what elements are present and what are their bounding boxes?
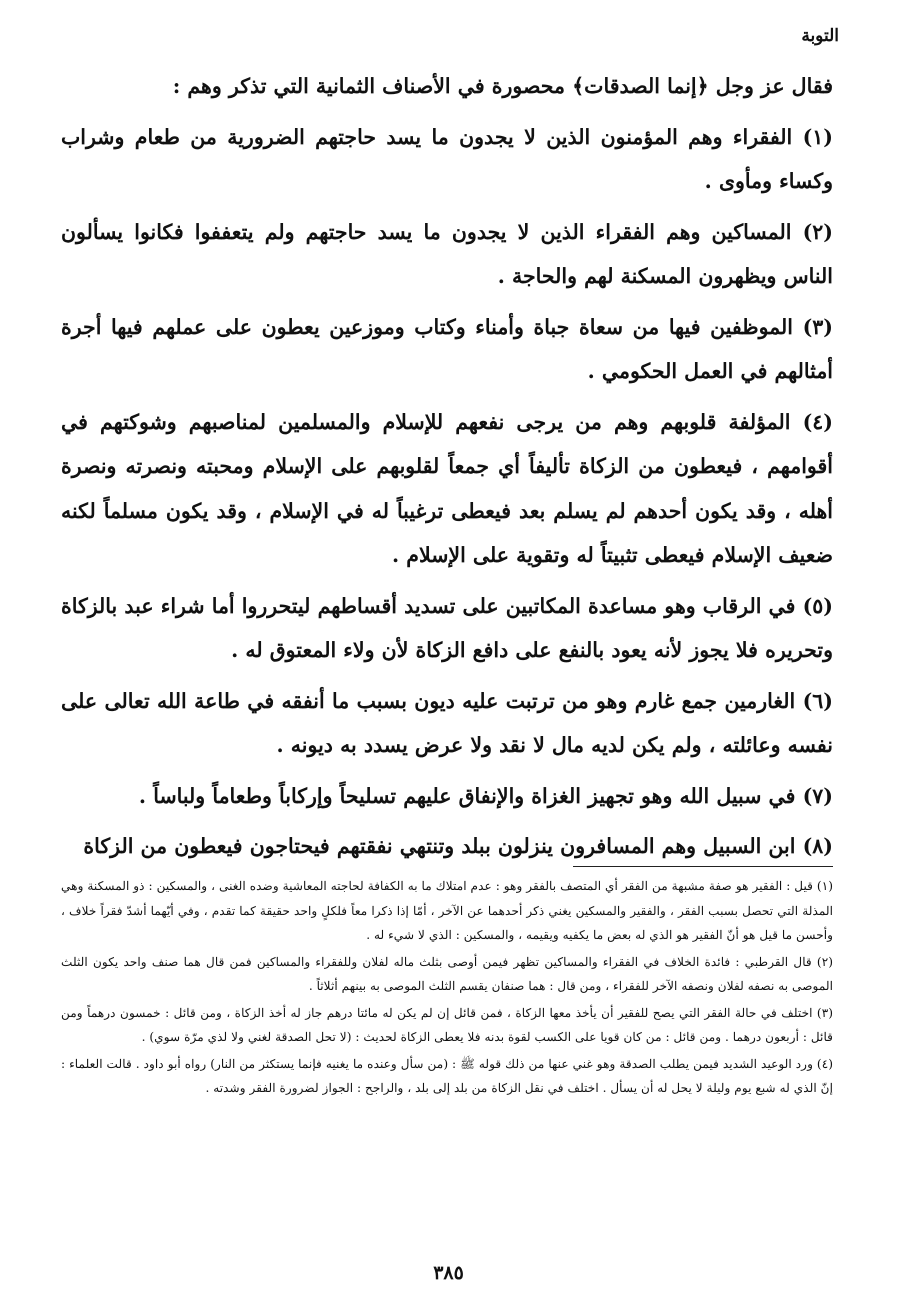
footnote: (٤) ورد الوعيد الشديد فيمن يطلب الصدقة وهو غني عنها من ذلك قوله ﷺ : (من سأل وعنده ما يغنيه فإنما يستكثر من النار) رواه أبو داود . قالت العلماء : إنّ الذي له شبع يوم وليلة لا يحل له أن يسأل . اختلف في نقل الزكاة من بلد إلى بلد ، والراجح : الجواز لضرورة الفقر وشدته .	[61, 1056, 833, 1095]
category-paragraph: (٤) المؤلفة قلوبهم وهم من يرجى نفعهم للإسلام والمسلمين لمناصبهم وشوكتهم في أقوامهم ، فيعطون من الزكاة تأليفاً أي جمعاً لقلوبهم على الإسلام ومحبته ونصرته ونصرة أهله ، وقد يكون أحدهم لم يسلم بعد فيعطى ترغيباً له في الإسلام ، وقد يكون مسلماً لكنه ضعيف الإسلام فيعطى تثبيتاً له وتقوية على الإسلام .	[61, 409, 833, 567]
footnote: (٢) قال القرطبي : فائدة الخلاف في الفقراء والمساكين تظهر فيمن أوصى بثلث ماله لفلان وللفقراء والمساكين فمن قال هما صنف واحد يكون الثلث الموصى به نصفه لفلان ونصفه الآخر للفقراء ، ومن قال : هما صنفان يقسم الثلث الموصى به بينهم أثلاثاً .	[61, 954, 833, 993]
category-paragraph: (١) الفقراء وهم المؤمنون الذين لا يجدون ما يسد حاجتهم الضرورية من طعام وشراب وكساء ومأوى .	[61, 124, 833, 193]
running-head: التوبة	[801, 26, 839, 46]
intro-paragraph: فقال عز وجل ﴿إنما الصدقات﴾ محصورة في الأصناف الثمانية التي تذكر وهم :	[172, 74, 833, 98]
category-paragraph: (٥) في الرقاب وهو مساعدة المكاتبين على تسديد أقساطهم ليتحرروا أما شراء عبد بالزكاة وتحريره فلا يجوز لأنه يعود بالنفع على دافع الزكاة لأن ولاء المعتوق له .	[61, 593, 833, 662]
footnotes	[61, 874, 833, 1103]
footnote-divider	[573, 866, 833, 867]
main-text	[61, 64, 833, 869]
category-paragraph: (٧) في سبيل الله وهو تجهيز الغزاة والإنفاق عليهم تسليحاً وإركاباً وطعاماً ولباساً .	[138, 783, 833, 808]
category-paragraph: (٢) المساكين وهم الفقراء الذين لا يجدون ما يسد حاجتهم ولم يتعففوا فكانوا يسألون الناس ويظهرون المسكنة لهم والحاجة .	[61, 219, 833, 288]
page-number: ٣٨٥	[433, 1262, 464, 1284]
category-paragraph: (٨) ابن السبيل وهم المسافرون ينزلون ببلد وتنتهي نفقتهم فيحتاجون فيعطون من الزكاة	[83, 834, 833, 858]
footnote: (٣) اختلف في حالة الفقر التي يصح للفقير أن يأخذ معها الزكاة ، فمن قائل إن لم يكن له مائتا درهم جاز له أخذ الزكاة ، ومن قائل : خمسون درهماً ومن قائل : أربعون درهما . ومن قائل : من كان قويا على الكسب لقوة بدنه فلا يعطى الزكاة لحديث : (لا تحل الصدقة لغني ولا لذي مرّة سوي) .	[61, 1005, 833, 1044]
footnote: (١) قيل : الفقير هو صفة مشبهة من الفقر أي المتصف بالفقر وهو : عدم امتلاك ما به الكفافة لحاجته المعاشية وضده الغنى ، والمسكين : ذو المسكنة وهي المذلة التي تحصل بسبب الفقر ، والفقير والمسكين يغني ذكر أحدهما عن الآخر ، أمّا إذا ذكرا معاً فلكلٍ واحد حقيقة كما تقدم ، وفي أيّهما أشدّ فقراً خلاف ، وأحسن ما قيل هو أنّ الفقير هو الذي له بعض ما يكفيه ويقيمه ، والمسكين : الذي لا شيء له .	[61, 879, 833, 942]
category-paragraph: (٣) الموظفين فيها من سعاة جباة وأمناء وكتاب وموزعين يعطون على عملهم فيها أجرة أمثالهم في العمل الحكومي .	[61, 314, 833, 383]
category-paragraph: (٦) الغارمين جمع غارم وهو من ترتبت عليه ديون بسبب ما أنفقه في طاعة الله تعالى على نفسه وعائلته ، ولم يكن لديه مال لا نقد ولا عرض يسدد به ديونه .	[61, 688, 833, 757]
